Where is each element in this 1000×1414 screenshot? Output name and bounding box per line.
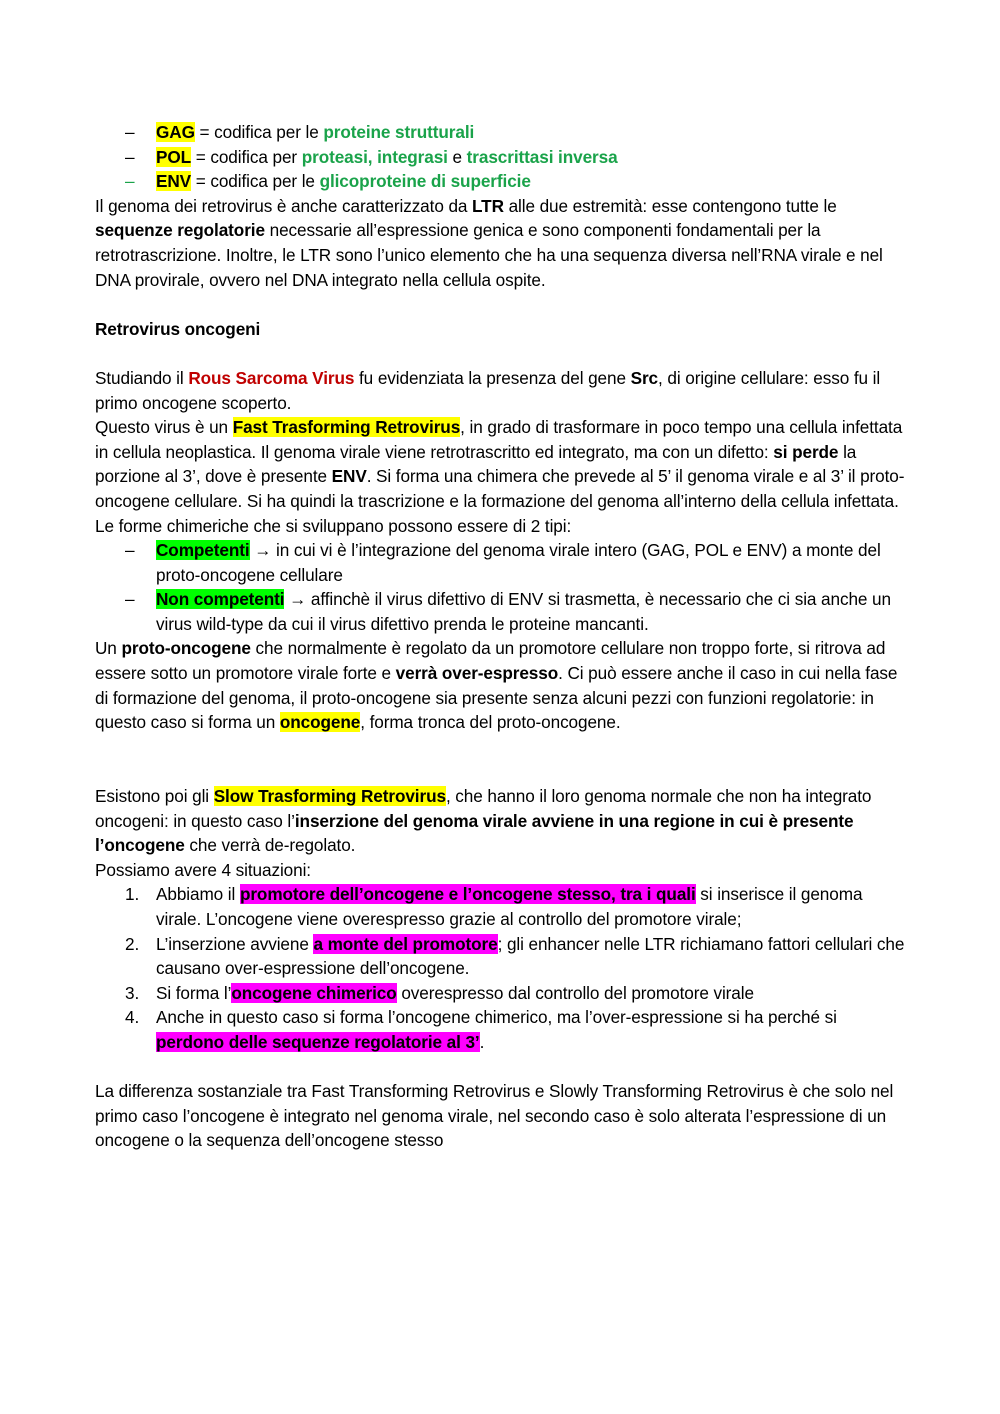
situations-intro: Possiamo avere 4 situazioni: <box>95 859 311 880</box>
document-page <box>95 120 907 1153</box>
proto-oncogene-paragraph: Un proto-oncogene che normalmente è regolato da un promotore cellulare non troppo forte, si ritrova ad essere sotto un promotore virale forte e verrà over-espresso. Ci può essere anche il caso in cui nella fase di formazione del genoma, il proto-oncogene sia presente senza alcuni pezzi con funzioni regolatorie: in questo caso si forma un oncogene, forma tronca del proto-oncogene. <box>95 638 898 733</box>
rsv-paragraph: Studiando il Rous Sarcoma Virus fu evidenziata la presenza del gene Src, di origine cellulare: esso fu il primo oncogene scoperto. <box>95 367 881 413</box>
section-title: Retrovirus oncogeni <box>95 318 261 339</box>
gene-item-env: – ENV = codifica per le glicoproteine di superficie <box>95 169 907 194</box>
chimeric-types-list <box>95 538 907 636</box>
gene-name: ENV <box>156 171 192 192</box>
situation-item: 1. Abbiamo il promotore dell’oncogene e l’oncogene stesso, tra i quali si inserisce il genoma virale. L’oncogene viene overespresso grazie al controllo del promotore virale; <box>125 884 863 929</box>
ltr-paragraph: Il genoma dei retrovirus è anche caratterizzato da LTR alle due estremità: esse contengono tutte le sequenze regolatorie necessarie all’espressione genica e sono componenti fondamentali per la retrotrascrizione. Inoltre, le LTR sono l’unico elemento che ha una sequenza diversa nell’RNA virale e nel DNA provirale, ovvero nel DNA integrato nella cellula ospite. <box>95 195 883 290</box>
situation-item: 2. L’inserzione avviene a monte del promotore; gli enhancer nelle LTR richiamano fattori cellulari che causano over-espressione dell’oncogene. <box>125 933 905 979</box>
gene-item-gag: – GAG = codifica per le proteine strutturali <box>95 120 907 145</box>
spacer <box>95 1055 907 1080</box>
conclusion-paragraph: La differenza sostanziale tra Fast Transforming Retrovirus e Slowly Transforming Retrovirus è che solo nel primo caso l’oncogene è integrato nel genoma virale, nel secondo caso è solo alterata l’espressione di un oncogene o la sequenza dell’oncogene stesso <box>95 1081 894 1151</box>
gene-name: GAG <box>156 122 195 142</box>
spacer <box>95 735 907 784</box>
situations-list <box>95 882 907 1054</box>
gene-name: POL <box>156 146 192 167</box>
gene-item-pol: – POL = codifica per proteasi, integrasi e trascrittasi inversa <box>95 145 907 170</box>
fast-paragraph: Questo virus è un Fast Trasforming Retrovirus, in grado di trasformare in poco tempo una cellula infettata in cellula neoplastica. Il genoma virale viene retrotrascritto ed integrato, ma con un difetto: si perde la porzione al 3’, dove è presente ENV. Si forma una chimera che prevede al 5’ il genoma virale e al 3’ il proto-oncogene cellulare. Si ha quindi la trascrizione e la formazione del genoma all’interno della cellula infettata. Le forme chimeriche che si sviluppano possono essere di 2 tipi: <box>95 417 905 536</box>
spacer <box>95 341 907 366</box>
gene-list <box>95 120 907 194</box>
chimeric-type-item: – Non competenti → affinchè il virus difettivo di ENV si trasmetta, è necessario che ci sia anche un virus wild-type da cui il virus difettivo prenda le proteine mancanti. <box>95 587 907 636</box>
situation-item: 4. Anche in questo caso si forma l’oncogene chimerico, ma l’over-espressione si ha perché si perdono delle sequenze regolatorie al 3’. <box>125 1007 837 1052</box>
situation-item: 3. Si forma l’oncogene chimerico overespresso dal controllo del promotore virale <box>125 982 754 1003</box>
slow-paragraph: Esistono poi gli Slow Trasforming Retrovirus, che hanno il loro genoma normale che non ha integrato oncogeni: in questo caso l’inserzione del genoma virale avviene in una regione in cui è presente l’oncogene che verrà de-regolato. <box>95 786 872 856</box>
spacer <box>95 292 907 317</box>
chimeric-type-item: – Competenti → in cui vi è l’integrazione del genoma virale intero (GAG, POL e ENV) a monte del proto-oncogene cellulare <box>95 538 907 587</box>
